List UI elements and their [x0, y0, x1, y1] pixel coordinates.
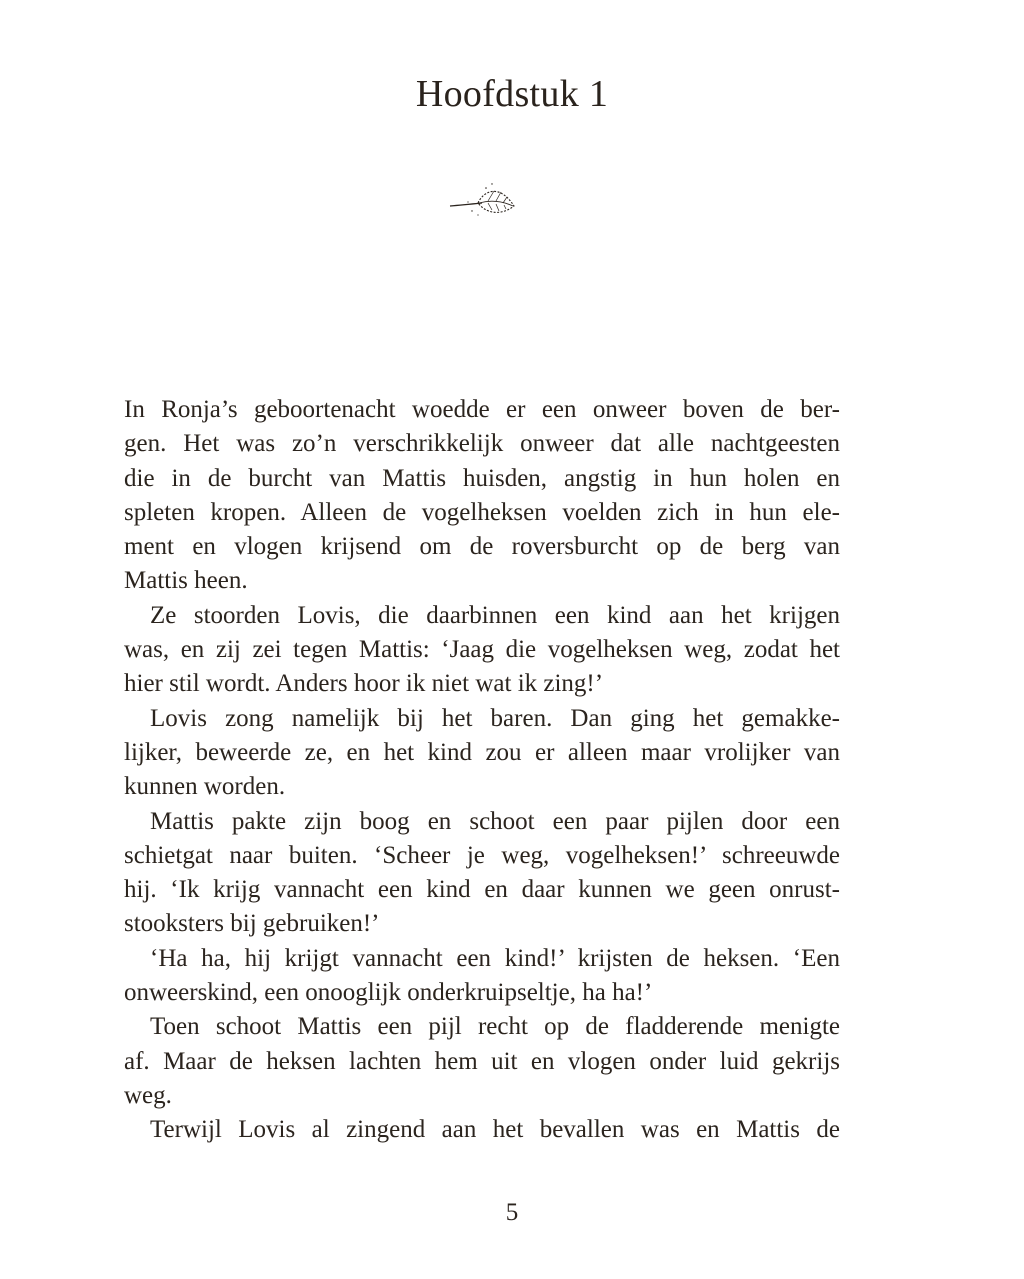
- text-line: Ze stoorden Lovis, die daarbinnen een kind aan het krijgen: [150, 601, 840, 629]
- page-number: 5: [505, 1199, 519, 1226]
- text-line: hij. ‘Ik krijg vannacht een kind en daar kunnen we geen onrust-: [124, 876, 840, 904]
- text-line: schietgat naar buiten. ‘Scheer je weg, vogelheksen!’ schreeuwde: [124, 841, 840, 869]
- text-line: af. Maar de heksen lachten hem uit en vlogen onder luid gekrijs: [124, 1047, 840, 1075]
- text-line: gen. Het was zo’n verschrikkelijk onweer dat alle nachtgeesten: [124, 430, 840, 458]
- text-line: onweerskind, een onooglijk onderkruipseltje, ha ha!’: [124, 979, 653, 1007]
- text-line: lijker, beweerde ze, en het kind zou er alleen maar vrolijker van: [124, 738, 840, 766]
- text-line: die in de burcht van Mattis huisden, angstig in hun holen en: [124, 464, 840, 492]
- text-line: Mattis pakte zijn boog en schoot een paar pijlen door een: [150, 807, 840, 835]
- text-line: Lovis zong namelijk bij het baren. Dan ging het gemakke-: [150, 704, 840, 732]
- text-line: was, en zij zei tegen Mattis: ‘Jaag die vogelheksen weg, zodat het: [124, 636, 840, 664]
- chapter-title: Hoofdstuk 1: [415, 73, 609, 115]
- text-line: Toen schoot Mattis een pijl recht op de fladderende menigte: [150, 1013, 840, 1041]
- text-line: Mattis heen.: [124, 567, 248, 595]
- text-line: ‘Ha ha, hij krijgt vannacht een kind!’ krijsten de heksen. ‘Een: [150, 944, 840, 972]
- text-line: kunnen worden.: [124, 773, 286, 801]
- leaf-icon: [448, 176, 520, 222]
- text-line: hier stil wordt. Anders hoor ik niet wat ik zing!’: [124, 670, 604, 698]
- text-line: stooksters bij gebruiken!’: [124, 910, 380, 938]
- text-line: weg.: [124, 1081, 172, 1109]
- text-line: spleten kropen. Alleen de vogelheksen voelden zich in hun ele-: [124, 498, 840, 526]
- text-line: In Ronja’s geboortenacht woedde er een onweer boven de ber-: [124, 396, 840, 423]
- text-line: Terwijl Lovis al zingend aan het bevallen was en Mattis de: [150, 1116, 840, 1144]
- chapter-text: [124, 393, 840, 1148]
- text-line: ment en vlogen krijsend om de roversburcht op de berg van: [124, 533, 840, 561]
